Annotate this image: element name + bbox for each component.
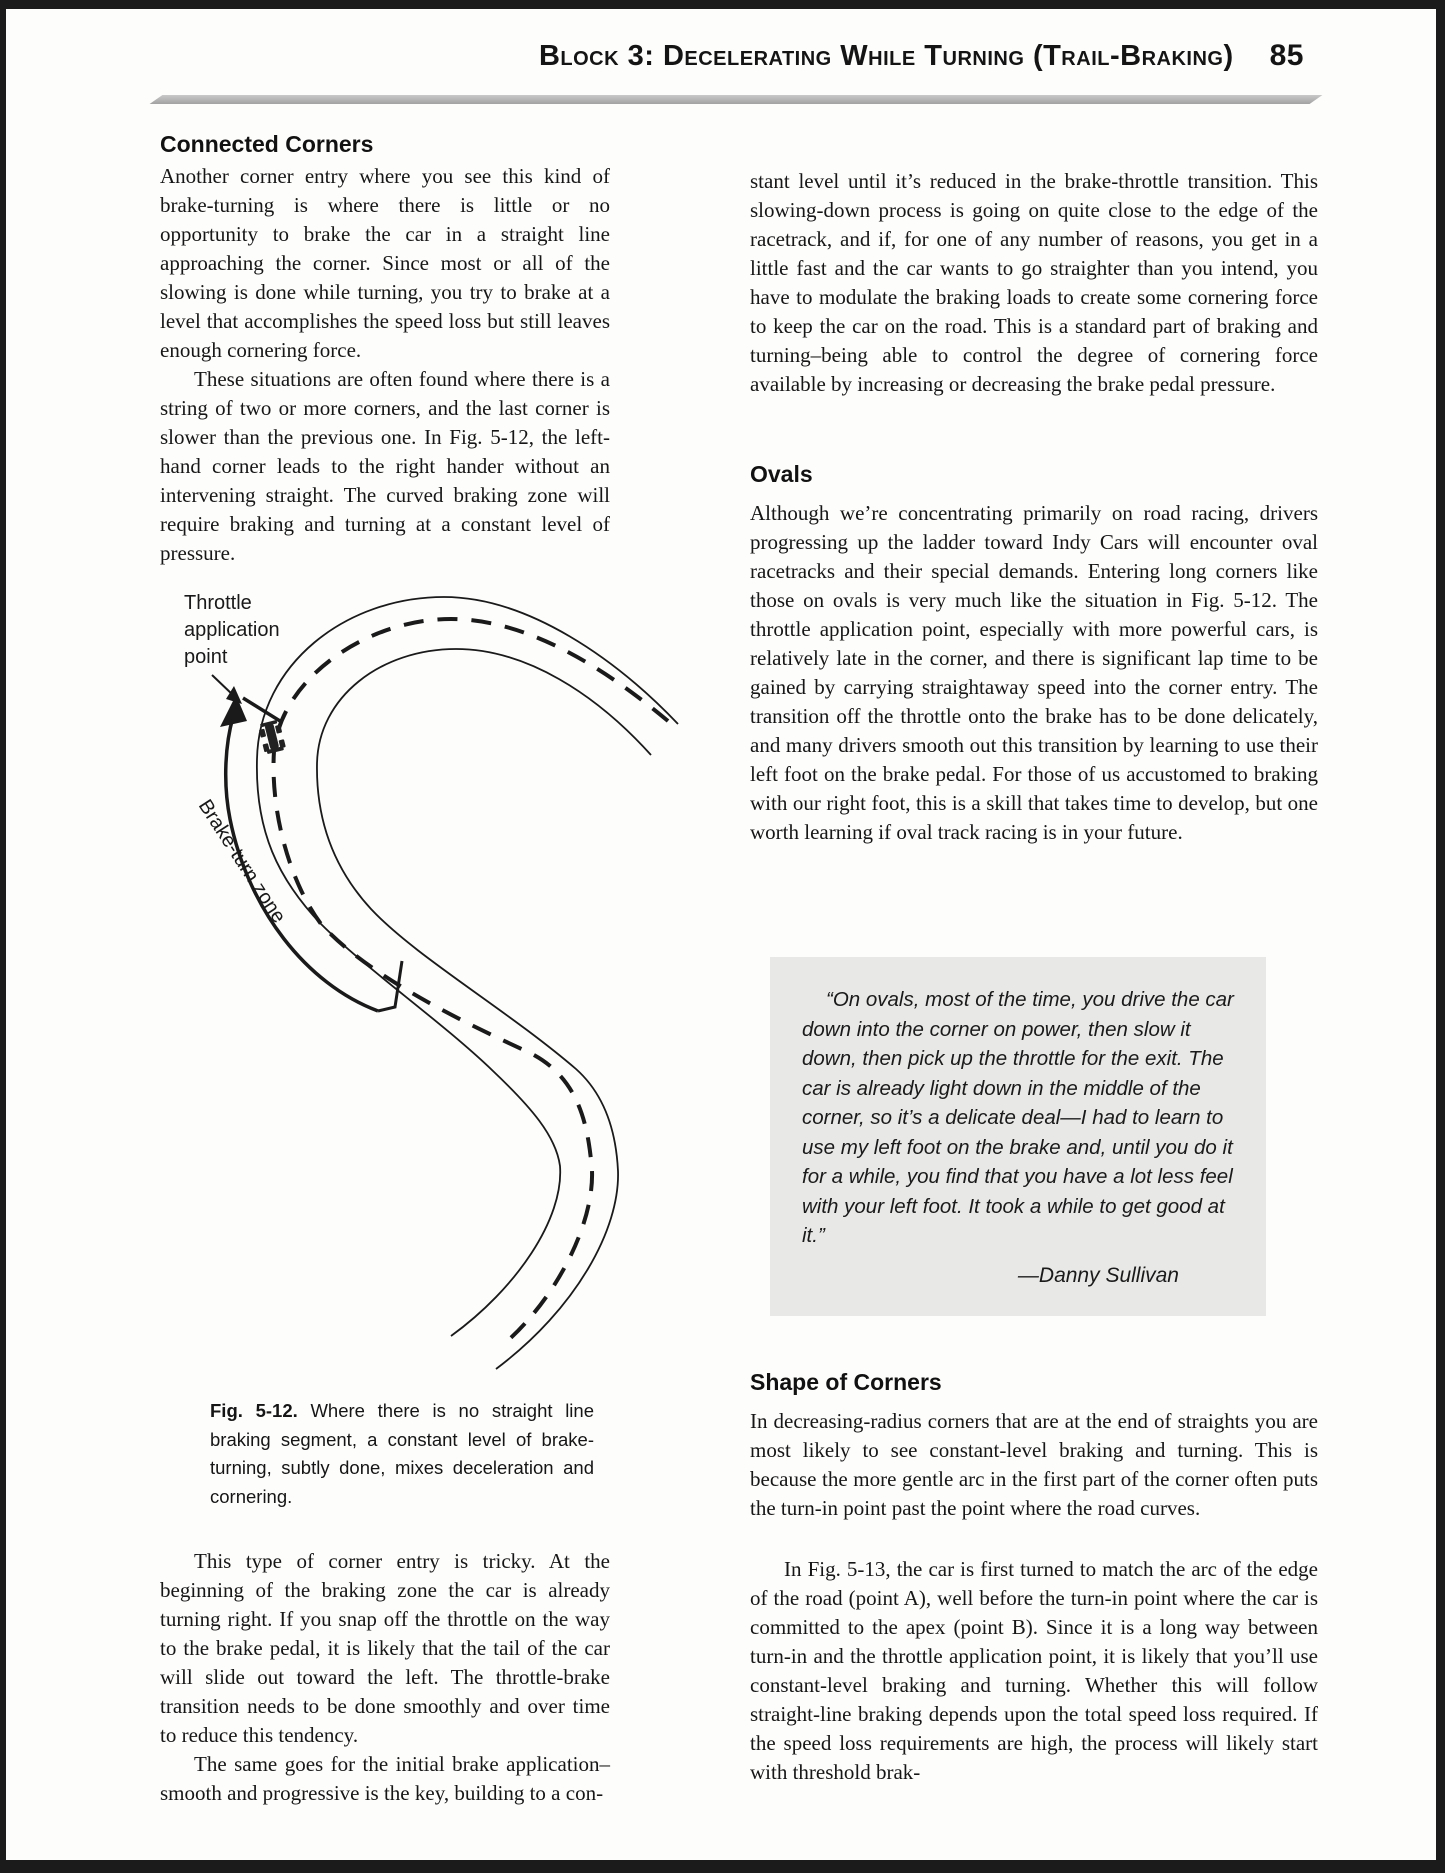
right-column-paragraph-1 xyxy=(750,167,1318,399)
running-header xyxy=(539,39,1304,73)
section-heading-shape-of-corners: Shape of Corners xyxy=(750,1369,942,1395)
throttle-application-tick xyxy=(243,698,280,721)
figure-5-12-track-diagram xyxy=(156,579,716,1379)
left-column-top xyxy=(160,131,610,568)
left-column-bottom xyxy=(160,1547,610,1808)
paragraph: Another corner entry where you see this kind of brake-turning is where there is little or no opportunity to brake the car in a straight line approaching the corner. Since most or all of the slowing is done while turning, you try to brake at a level that accomplishes the speed loss but still leaves enough cornering force. xyxy=(160,164,610,362)
throttle-label-line3: point xyxy=(184,646,228,668)
figure-caption-text: Where there is no straight line braking segment, a constant level of brake-turning, subtly done, mixes deceleration and cornering. xyxy=(210,1400,594,1507)
section-heading-ovals: Ovals xyxy=(750,461,813,487)
section-heading-connected-corners: Connected Corners xyxy=(160,131,374,157)
right-column-ovals-paragraph xyxy=(750,499,1318,847)
brake-zone-start-bracket xyxy=(378,961,402,1011)
throttle-label-line1: Throttle xyxy=(184,592,252,614)
paragraph: This type of corner entry is tricky. At the beginning of the braking zone the car is already turning right. If you snap off the throttle on the way to the brake pedal, it is likely that the tail of the car will slide out toward the left. The throttle-brake transition needs to be done smoothly and over time to reduce this tendency. xyxy=(160,1549,610,1747)
page-number: 85 xyxy=(1269,39,1304,72)
quote-attribution: —Danny Sullivan xyxy=(1017,1263,1179,1287)
right-column-shape-paragraph-2 xyxy=(750,1555,1318,1787)
throttle-label-arrowhead-icon xyxy=(226,686,242,704)
paragraph: The same goes for the initial brake application–smooth and progressive is the key, building to a con- xyxy=(160,1752,610,1805)
pull-quote-box xyxy=(770,957,1266,1316)
throttle-label-line2: application xyxy=(184,619,280,641)
paragraph: In Fig. 5-13, the car is first turned to match the arc of the edge of the road (point A), well before the turn-in point where the car is committed to the apex (point B). Since it is a long way between turn-in and the throttle application point, it is likely that you’ll use constant-level braking and turning. Whether this will follow straight-line braking depends upon the total speed loss required. If the speed loss requirements are high, the process will likely start with threshold brak- xyxy=(750,1557,1318,1784)
chapter-title: Block 3: Decelerating While Turning (Trail-Braking) xyxy=(538,40,1234,72)
brake-turn-zone-label: Brake-turn zone xyxy=(193,795,290,928)
figure-caption-label: Fig. 5-12. xyxy=(210,1400,298,1421)
paragraph: Although we’re concentrating primarily on road racing, drivers progressing up the ladder toward Indy Cars will encounter oval racetracks and their special demands. Entering long corners like those on ovals is very much like the situation in Fig. 5-12. The throttle application point, especially with more powerful cars, is relatively late in the corner, and there is significant lap time to be gained by carrying straightaway speed into the corner entry. The transition off the throttle onto the brake has to be done delicately, and many drivers smooth out this transition by learning to use their left foot on the brake pedal. For those of us accustomed to braking with our right foot, this is a skill that takes time to develop, but one worth learning if oval track racing is in your future. xyxy=(750,501,1318,844)
quote-text: “On ovals, most of the time, you drive the car down into the corner on power, then slow it down, then pick up the throttle for the exit. The car is already light down in the middle of the corner, so it’s a delicate deal—I had to learn to use my left foot on the brake and, until you do it for a while, you find that you have a lot less feel with your left foot. It took a while to get good at it.” xyxy=(802,988,1234,1247)
track-outer-edge xyxy=(257,597,678,1336)
racing-line xyxy=(274,619,668,1344)
right-column-shape-paragraph-1 xyxy=(750,1407,1318,1523)
paragraph: stant level until it’s reduced in the brake-throttle transition. This slowing-down process is going on quite close to the edge of the racetrack, and if, for one of any number of reasons, you get in a little fast and the car wants to go straighter than you intend, you have to modulate the braking loads to create some cornering force to keep the car on the road. This is a standard part of braking and turning–being able to control the degree of cornering force available by increasing or decreasing the brake pedal pressure. xyxy=(750,169,1318,396)
header-rule xyxy=(150,95,1323,104)
paragraph: These situations are often found where there is a string of two or more corners, and the last corner is slower than the previous one. In Fig. 5-12, the left-hand corner leads to the right hander without an intervening straight. The curved braking zone will require braking and turning at a constant level of pressure. xyxy=(160,367,610,565)
figure-caption xyxy=(210,1397,594,1511)
track-inner-edge xyxy=(317,649,651,1369)
paragraph: In decreasing-radius corners that are at the end of straights you are most likely to see constant-level braking and turning. This is because the more gentle arc in the first part of the corner often puts the turn-in point past the point where the road curves. xyxy=(750,1409,1318,1520)
